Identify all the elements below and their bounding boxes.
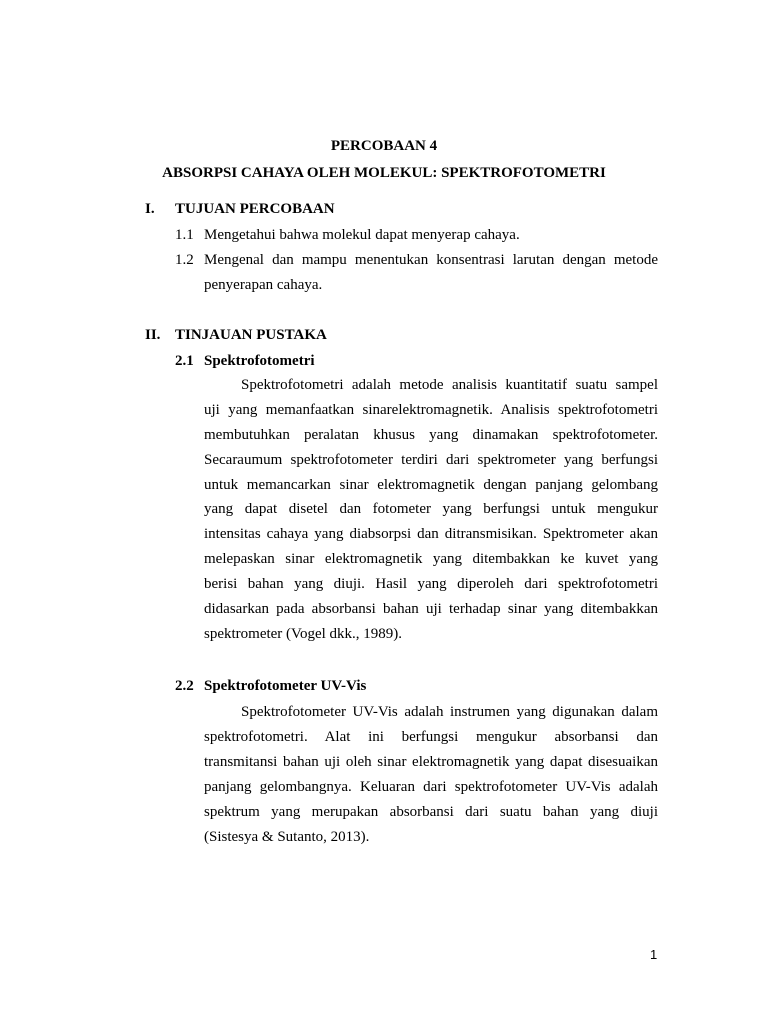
paragraph-2-2-line-5: spektrum yang merupakan absorbansi dari suatu bahan yang diuji bbox=[204, 804, 658, 820]
item-1-2-text-line-2: penyerapan cahaya. bbox=[204, 277, 323, 293]
paragraph-2-2-line-4: panjang gelombangnya. Keluaran dari spektrofotometer UV-Vis adalah bbox=[204, 779, 658, 795]
subsection-2-1-heading: Spektrofotometri bbox=[204, 353, 315, 369]
paragraph-2-1-line-6: yang dapat disetel dan fotometer yang berfungsi untuk mengukur bbox=[204, 501, 658, 517]
item-1-1-number: 1.1 bbox=[175, 227, 194, 243]
paragraph-2-1-line-4: Secaraumum spektrofotometer terdiri dari spektrometer yang berfungsi bbox=[204, 452, 658, 468]
paragraph-2-1-line-7: intensitas cahaya yang diabsorpsi dan ditransmisikan. Spektrometer akan bbox=[204, 526, 658, 542]
paragraph-2-1-line-10: didasarkan pada absorbansi bahan uji terhadap sinar yang ditembakkan bbox=[204, 601, 658, 617]
item-1-2-text-line-1: Mengenal dan mampu menentukan konsentrasi larutan dengan metode bbox=[204, 252, 658, 268]
paragraph-2-1-line-9: berisi bahan yang diuji. Hasil yang diperoleh dari spektrofotometri bbox=[204, 576, 658, 592]
section-2-heading: TINJAUAN PUSTAKA bbox=[175, 327, 327, 343]
subsection-2-2-heading: Spektrofotometer UV-Vis bbox=[204, 678, 367, 694]
paragraph-2-2-line-1: Spektrofotometer UV-Vis adalah instrumen yang digunakan dalam bbox=[241, 704, 658, 720]
section-2-number: II. bbox=[145, 327, 161, 343]
document-subtitle: ABSORPSI CAHAYA OLEH MOLEKUL: SPEKTROFOTOMETRI bbox=[162, 165, 606, 181]
paragraph-2-1-line-5: untuk memancarkan sinar elektromagnetik dengan panjang gelombang bbox=[204, 477, 658, 493]
paragraph-2-1-line-8: melepaskan sinar elektromagnetik yang ditembakkan ke kuvet yang bbox=[204, 551, 658, 567]
paragraph-2-2-line-2: spektrofotometri. Alat ini berfungsi mengukur absorbansi dan bbox=[204, 729, 658, 745]
page-number: 1 bbox=[650, 947, 658, 962]
paragraph-2-1-line-1: Spektrofotometri adalah metode analisis kuantitatif suatu sampel bbox=[241, 377, 658, 393]
paragraph-2-2-line-6: (Sistesya & Sutanto, 2013). bbox=[204, 829, 370, 845]
item-1-2-number: 1.2 bbox=[175, 252, 194, 268]
paragraph-2-1-line-2: uji yang memanfaatkan sinarelektromagnetik. Analisis spektrofotometri bbox=[204, 402, 658, 418]
subsection-2-2-number: 2.2 bbox=[175, 678, 194, 694]
paragraph-2-1-line-3: membutuhkan peralatan khusus yang dinamakan spektrofotometer. bbox=[204, 427, 658, 443]
paragraph-2-1-line-11: spektrometer (Vogel dkk., 1989). bbox=[204, 626, 403, 642]
document-title: PERCOBAAN 4 bbox=[330, 138, 438, 154]
section-1-number: I. bbox=[145, 201, 155, 217]
subsection-2-1-number: 2.1 bbox=[175, 353, 194, 369]
section-1-heading: TUJUAN PERCOBAAN bbox=[175, 201, 335, 217]
item-1-1-text: Mengetahui bahwa molekul dapat menyerap cahaya. bbox=[204, 227, 520, 243]
paragraph-2-2-line-3: transmitansi bahan uji oleh sinar elektromagnetik yang dapat disesuaikan bbox=[204, 754, 658, 770]
